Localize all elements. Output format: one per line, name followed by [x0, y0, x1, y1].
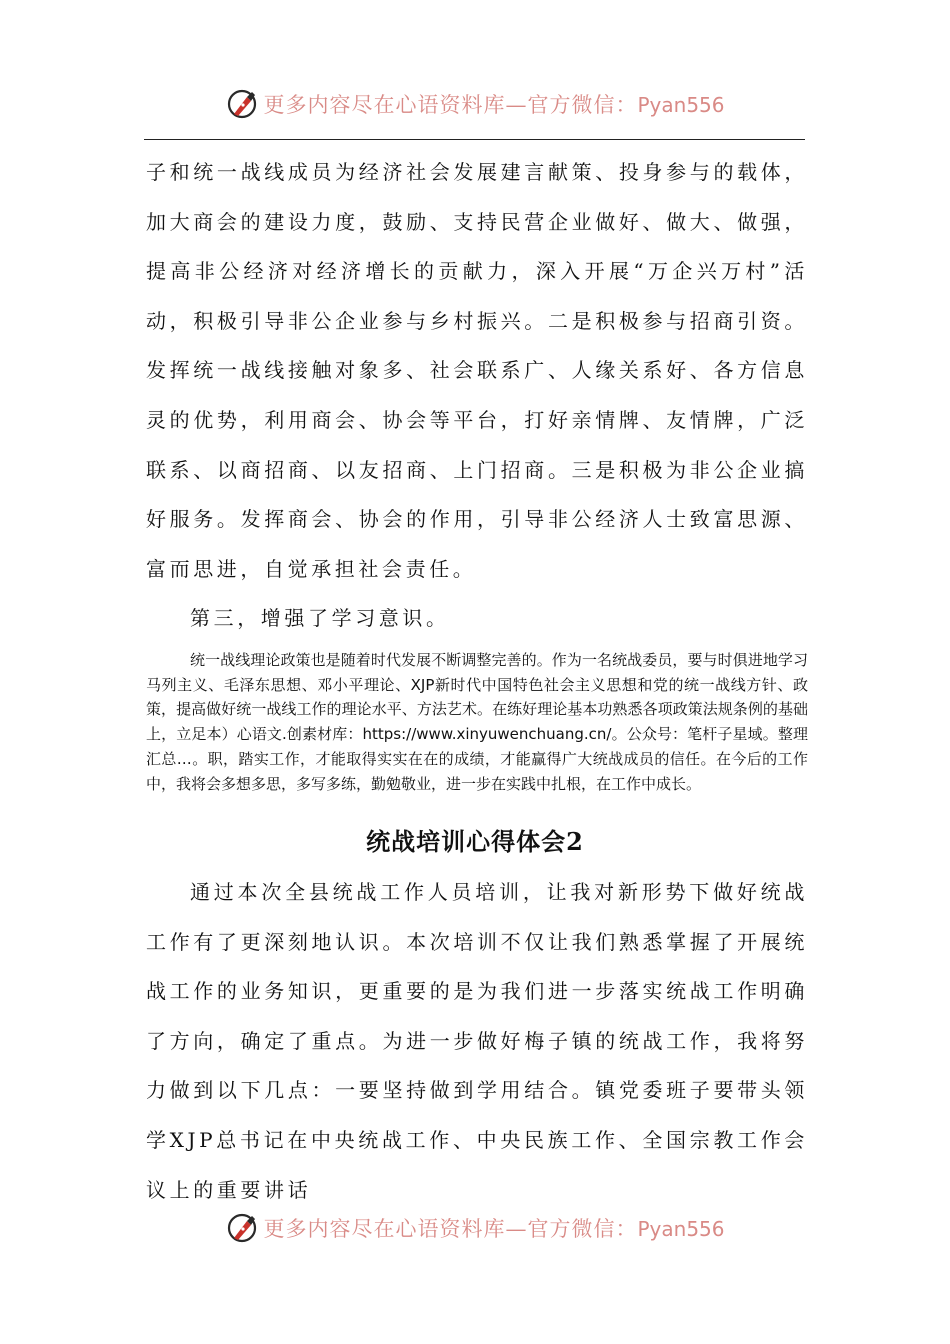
header-banner: [0, 84, 950, 124]
footer-banner-cn: 更多内容尽在心语资料库—官方微信：: [263, 1217, 638, 1241]
header-banner-text: [263, 89, 724, 119]
header-divider: [144, 139, 805, 140]
body-paragraph-3: 统一战线理论政策也是随着时代发展不断调整完善的。作为一名统战委员，要与时俱进地学习马列主义、毛泽东思想、邓小平理论、XJP新时代中国特色社会主义思想和党的统一战线方针、政策，提高做好统一战线工作的理论水平、方法艺术。在练好理论基本功熟悉各项政策法规条例的基础上，立足本）心语文.创素材库：https://www.xinyuwenchuang.cn/。公众号：笔杆子星域。整理汇总…。职，踏实工作，才能取得实实在在的成绩，才能赢得广大统战成员的信任。在今后的工作中，我将会多想多思，多写多练，勤勉敬业，进一步在实践中扎根，在工作中成长。: [146, 651, 808, 793]
body-paragraph-1: 子和统一战线成员为经济社会发展建言献策、投身参与的载体，加大商会的建设力度，鼓励、支持民营企业做好、做大、做强，提高非公经济对经济增长的贡献力，深入开展“万企兴万村”活动，积极引导非公企业参与乡村振兴。二是积极参与招商引资。发挥统一战线接触对象多、社会联系广、人缘关系好、各方信息灵的优势，利用商会、协会等平台，打好亲情牌、友情牌，广泛联系、以商招商、以友招商、上门招商。三是积极为非公企业搞好服务。发挥商会、协会的作用，引导非公经济人士致富思源、富而思进，自觉承担社会责任。: [146, 160, 808, 581]
footer-banner-text: [263, 1213, 724, 1243]
body-paragraph-4: 通过本次全县统战工作人员培训，让我对新形势下做好统战工作有了更深刻地认识。本次培训不仅让我们熟悉掌握了开展统战工作的业务知识，更重要的是为我们进一步落实统战工作明确了方向，确定了重点。为进一步做好梅子镇的统战工作，我将努力做到以下几点：一要坚持做到学用结合。镇党委班子要带头领学XJP总书记在中央统战工作、中央民族工作、全国宗教工作会议上的重要讲话: [146, 880, 808, 1202]
body-paragraph-2: 第三，增强了学习意识。: [190, 606, 450, 630]
header-banner-cn: 更多内容尽在心语资料库—官方微信：: [263, 93, 638, 117]
section-title: 统战培训心得体会2: [366, 827, 584, 856]
footer-wechat-id: Pyan556: [637, 1217, 725, 1241]
pen-nib-logo-icon: [225, 1211, 259, 1245]
footer-banner: [0, 1208, 950, 1248]
pen-nib-logo-icon: [225, 87, 259, 121]
header-wechat-id: Pyan556: [637, 93, 725, 117]
